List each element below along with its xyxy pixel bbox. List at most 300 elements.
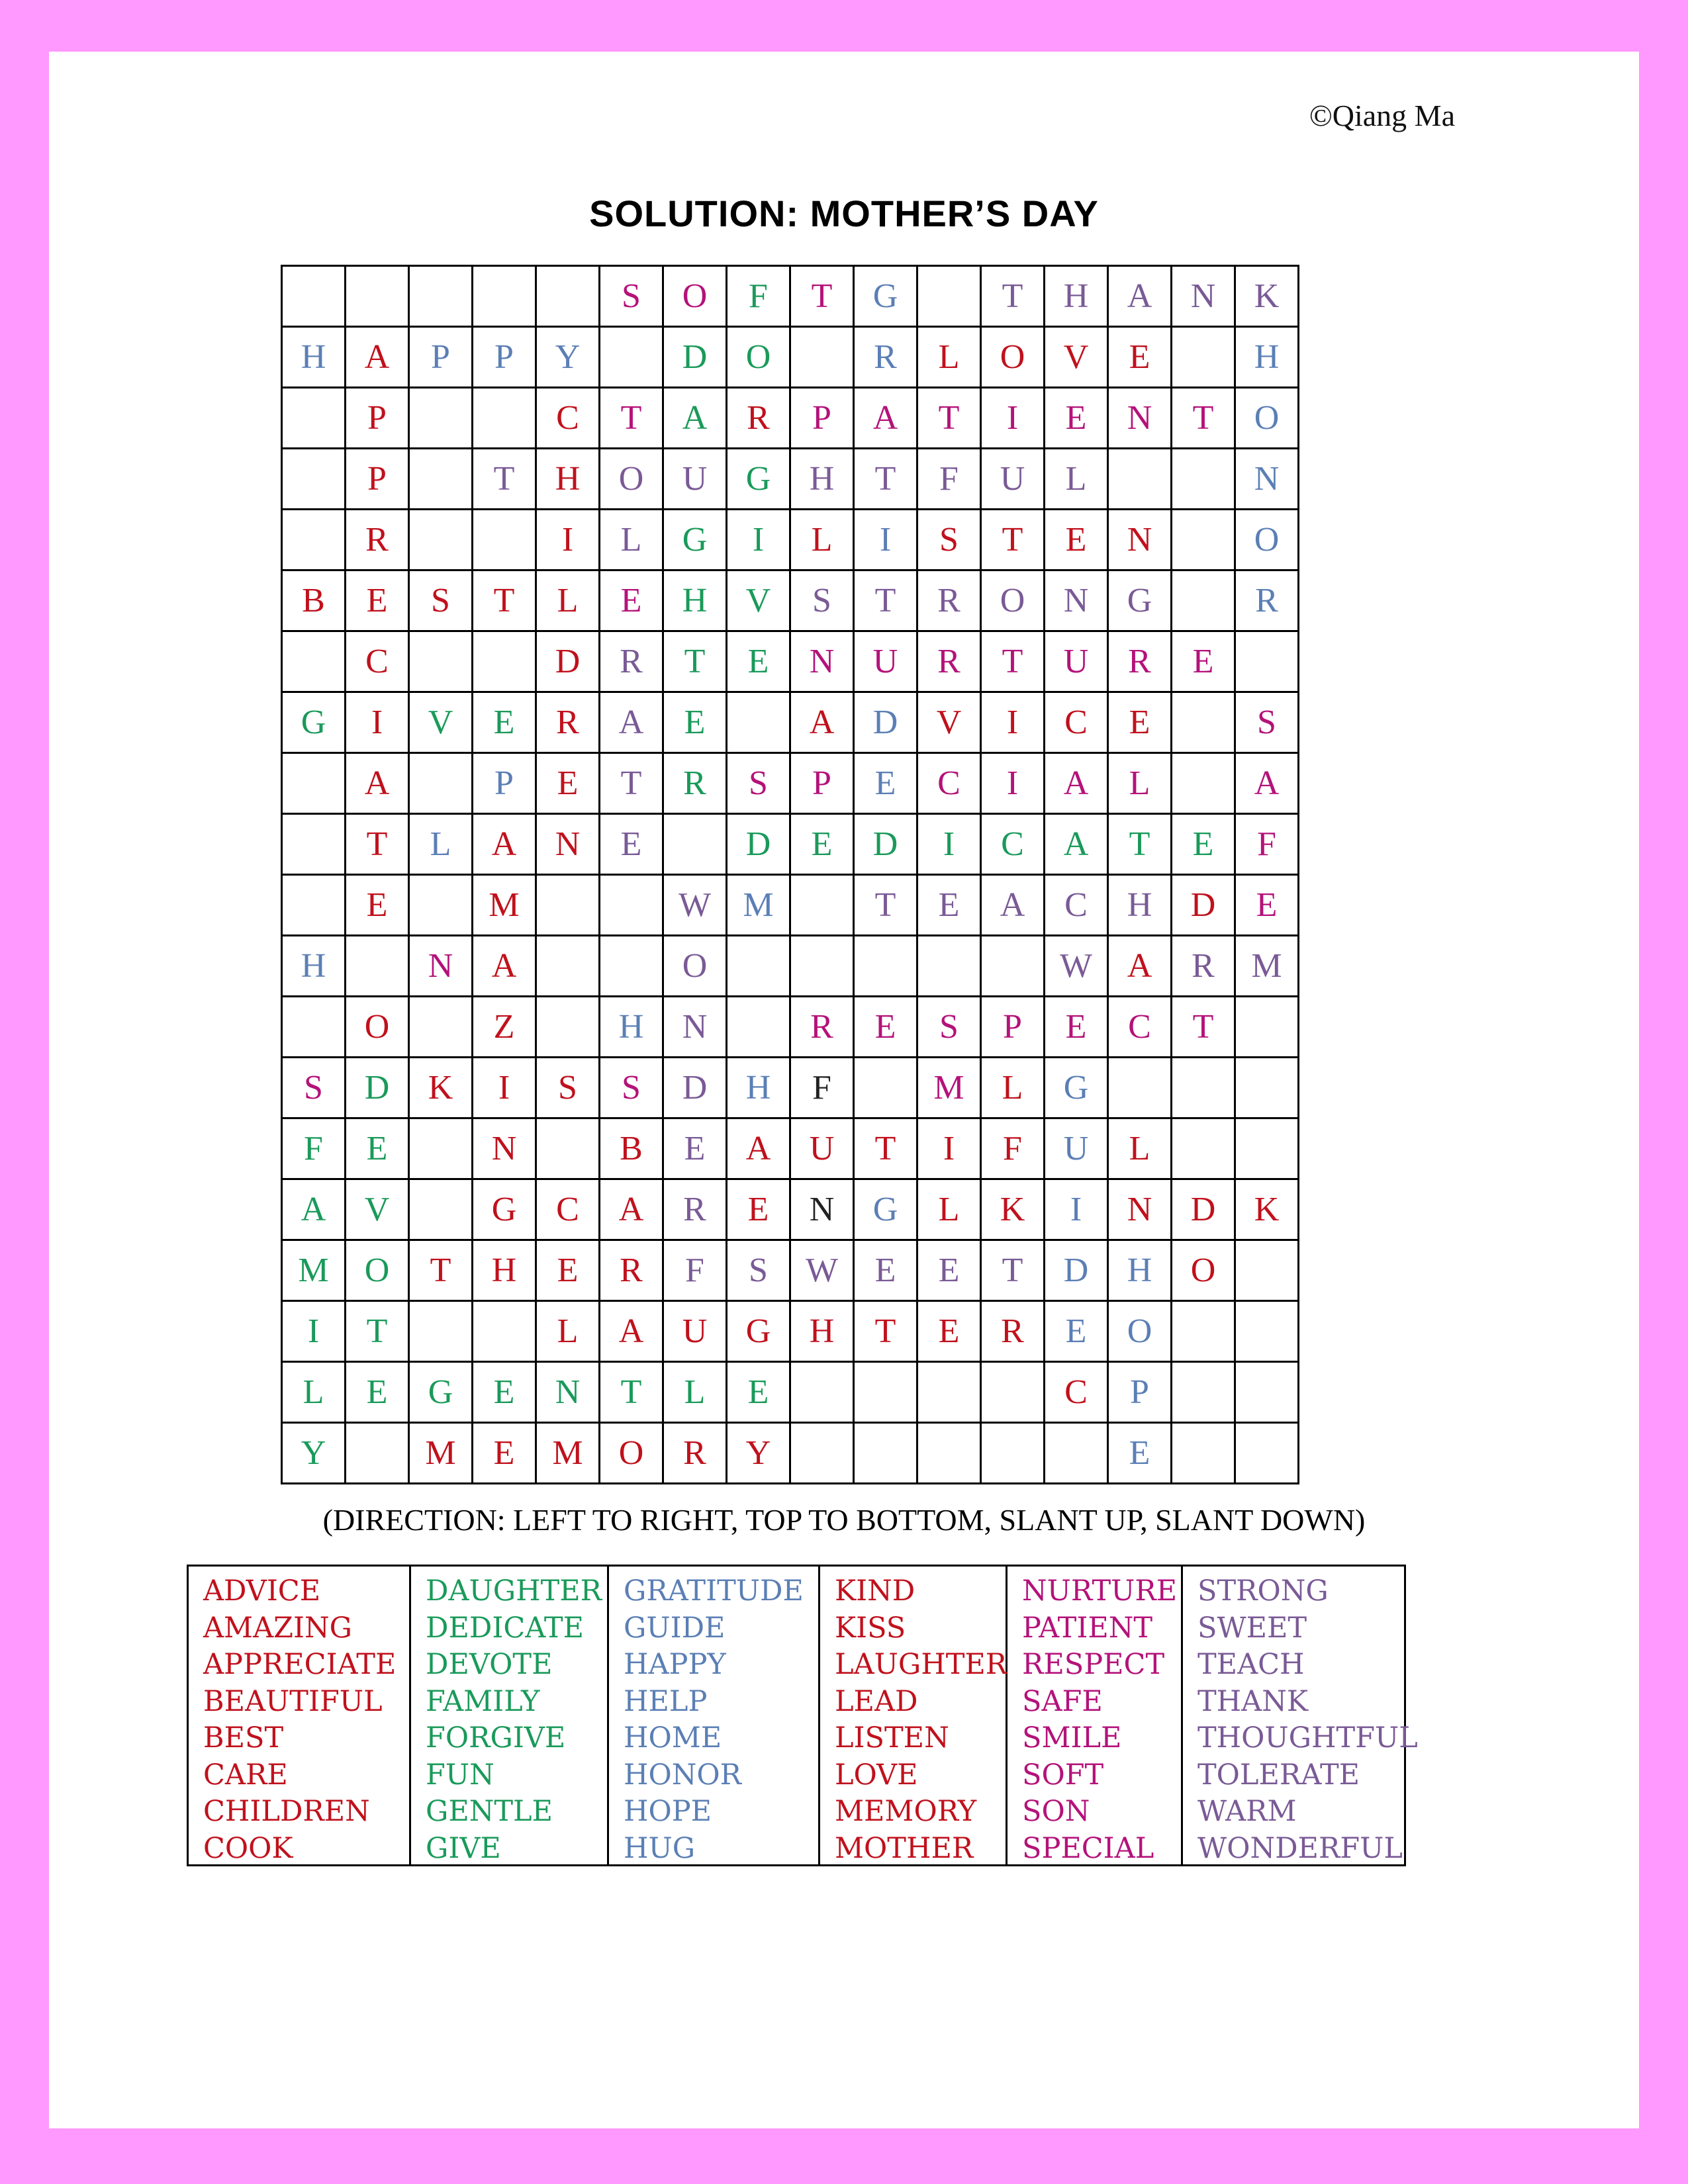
word-item: GIVE [426,1831,501,1865]
grid-cell: I [917,814,981,875]
word-item: RESPECT [1022,1648,1165,1681]
grid-cell: I [854,510,917,570]
grid-cell [600,327,663,388]
grid-cell: E [473,692,536,753]
grid-cell: O [663,266,727,327]
grid-cell: L [790,510,854,570]
grid-cell [1235,997,1299,1058]
grid-cell: S [917,997,981,1058]
grid-cell: E [536,753,600,814]
grid-cell: Y [727,1423,790,1484]
grid-cell: Y [536,327,600,388]
grid-cell: E [1045,510,1108,570]
grid-cell: E [473,1423,536,1484]
word-item: COOK [203,1831,293,1865]
grid-cell: H [1235,327,1299,388]
grid-cell: S [790,570,854,631]
grid-cell: T [473,570,536,631]
grid-cell [790,327,854,388]
word-item: KIND [835,1574,915,1608]
grid-cell [536,936,600,997]
grid-cell [600,936,663,997]
grid-cell: E [854,753,917,814]
word-item: DEDICATE [426,1611,584,1645]
grid-cell: E [1235,875,1299,936]
grid-cell [1172,753,1235,814]
word-item: APPRECIATE [203,1648,397,1681]
grid-cell: P [1108,1362,1172,1423]
grid-cell: T [854,1301,917,1362]
grid-cell: V [1045,327,1108,388]
word-column [189,1567,411,1864]
grid-cell: P [790,753,854,814]
grid-cell: P [346,388,409,449]
grid-cell: U [663,1301,727,1362]
grid-cell [1108,449,1172,510]
grid-cell: R [600,631,663,692]
word-search-grid [281,265,1299,1484]
word-item: SON [1022,1795,1090,1828]
grid-cell: T [790,266,854,327]
grid-cell: F [282,1118,346,1179]
grid-cell [346,1423,409,1484]
grid-cell: G [409,1362,473,1423]
grid-cell [1172,510,1235,570]
grid-cell: D [346,1058,409,1118]
grid-cell: R [346,510,409,570]
grid-cell: R [663,1423,727,1484]
grid-cell: C [1045,692,1108,753]
word-item: PATIENT [1022,1611,1153,1645]
grid-cell: N [536,814,600,875]
grid-cell [1235,631,1299,692]
grid-cell [409,1301,473,1362]
grid-cell [282,814,346,875]
grid-cell [790,875,854,936]
grid-row [282,266,1299,327]
grid-cell [536,1118,600,1179]
word-column [820,1567,1008,1864]
grid-cell: E [854,997,917,1058]
grid-cell [727,997,790,1058]
grid-cell: V [917,692,981,753]
word-item: STRONG [1197,1574,1329,1608]
grid-row [282,1362,1299,1423]
grid-cell: T [854,875,917,936]
grid-cell: A [1045,814,1108,875]
grid-cell: S [727,1240,790,1301]
grid-cell: D [663,327,727,388]
grid-cell: V [727,570,790,631]
grid-cell: I [473,1058,536,1118]
grid-cell: C [536,388,600,449]
word-item: HOME [624,1721,722,1754]
grid-cell [536,266,600,327]
word-item: FUN [426,1758,494,1792]
grid-cell: Z [473,997,536,1058]
grid-cell: A [346,753,409,814]
grid-cell [790,936,854,997]
grid-cell [282,875,346,936]
grid-cell: L [409,814,473,875]
word-item: NURTURE [1022,1574,1178,1608]
grid-cell: A [346,327,409,388]
grid-cell [409,510,473,570]
grid-cell: W [790,1240,854,1301]
grid-cell: H [790,1301,854,1362]
grid-cell: T [981,1240,1045,1301]
grid-cell [1235,1240,1299,1301]
grid-cell: O [600,1423,663,1484]
grid-cell: T [346,814,409,875]
word-item: GRATITUDE [624,1574,804,1608]
grid-cell: E [1108,327,1172,388]
word-item: CARE [203,1758,288,1792]
grid-cell: R [790,997,854,1058]
grid-cell: U [1045,631,1108,692]
grid-cell: A [790,692,854,753]
grid-cell: T [854,1118,917,1179]
grid-cell [1172,1423,1235,1484]
grid-cell: A [1045,753,1108,814]
grid-cell: H [536,449,600,510]
grid-cell: M [409,1423,473,1484]
grid-cell: E [727,1362,790,1423]
grid-cell: T [1108,814,1172,875]
grid-cell [917,936,981,997]
grid-cell [790,1423,854,1484]
grid-cell: T [600,1362,663,1423]
grid-cell [727,692,790,753]
grid-cell: E [1045,388,1108,449]
grid-cell [282,388,346,449]
grid-cell [346,936,409,997]
grid-cell: V [346,1179,409,1240]
grid-cell [1172,1362,1235,1423]
word-item: FAMILY [426,1684,540,1718]
grid-cell: R [1108,631,1172,692]
grid-cell: N [473,1118,536,1179]
grid-cell: S [536,1058,600,1118]
grid-cell: E [346,1362,409,1423]
grid-cell: H [1108,875,1172,936]
grid-cell: W [663,875,727,936]
grid-cell: I [536,510,600,570]
grid-cell: T [1172,997,1235,1058]
grid-cell: G [854,1179,917,1240]
grid-cell: K [1235,266,1299,327]
grid-cell [917,1423,981,1484]
grid-cell: H [600,997,663,1058]
word-column [1008,1567,1183,1864]
grid-cell: E [1108,692,1172,753]
grid-cell: D [1045,1240,1108,1301]
word-column [411,1567,609,1864]
grid-cell: E [346,875,409,936]
grid-cell: L [981,1058,1045,1118]
word-item: HUG [624,1831,696,1865]
word-item: LISTEN [835,1721,949,1754]
grid-row [282,753,1299,814]
grid-cell: I [917,1118,981,1179]
grid-cell: E [917,875,981,936]
grid-cell: K [981,1179,1045,1240]
grid-cell: A [854,388,917,449]
word-item: TEACH [1197,1648,1305,1681]
grid-cell: A [282,1179,346,1240]
grid-cell: R [536,692,600,753]
grid-cell: P [790,388,854,449]
word-item: TOLERATE [1197,1758,1360,1792]
word-item: THANK [1197,1684,1308,1718]
grid-cell: T [1172,388,1235,449]
grid-cell: D [854,814,917,875]
grid-cell [1235,1423,1299,1484]
grid-cell: E [473,1362,536,1423]
word-item: LAUGHTER [835,1648,1008,1681]
grid-cell [409,875,473,936]
grid-cell [600,875,663,936]
grid-cell [282,753,346,814]
grid-cell: K [1235,1179,1299,1240]
grid-cell: H [1108,1240,1172,1301]
grid-cell: E [600,814,663,875]
grid-cell: T [981,631,1045,692]
grid-cell: T [346,1301,409,1362]
grid-cell: M [282,1240,346,1301]
grid-cell [409,449,473,510]
grid-row [282,1301,1299,1362]
grid-cell: N [1235,449,1299,510]
grid-cell [1172,449,1235,510]
grid-cell [1172,1301,1235,1362]
grid-row [282,997,1299,1058]
word-item: SMILE [1022,1721,1122,1754]
grid-row [282,388,1299,449]
grid-cell: H [663,570,727,631]
grid-cell [1235,1118,1299,1179]
grid-cell: U [663,449,727,510]
grid-cell [917,1362,981,1423]
word-item: HOPE [624,1795,712,1828]
grid-cell: E [917,1240,981,1301]
grid-cell: R [1172,936,1235,997]
grid-cell: G [663,510,727,570]
grid-cell: S [409,570,473,631]
grid-cell: E [346,1118,409,1179]
grid-cell: A [473,936,536,997]
grid-cell [282,449,346,510]
grid-cell: L [536,1301,600,1362]
grid-cell: R [727,388,790,449]
grid-cell: A [663,388,727,449]
grid-cell: F [1235,814,1299,875]
grid-cell [409,753,473,814]
grid-cell [854,1362,917,1423]
grid-cell: S [917,510,981,570]
grid-cell: H [790,449,854,510]
grid-cell: O [346,997,409,1058]
word-item: LOVE [835,1758,918,1792]
grid-cell: C [346,631,409,692]
grid-cell: T [981,510,1045,570]
grid-row [282,510,1299,570]
word-item: DEVOTE [426,1648,553,1681]
grid-cell: S [727,753,790,814]
grid-row [282,1179,1299,1240]
grid-cell: L [282,1362,346,1423]
grid-cell: O [981,570,1045,631]
grid-cell: R [600,1240,663,1301]
grid-cell [1235,1362,1299,1423]
grid-cell [1108,1058,1172,1118]
grid-cell: A [473,814,536,875]
word-item: THOUGHTFUL [1197,1721,1418,1754]
grid-cell: H [1045,266,1108,327]
word-item: DAUGHTER [426,1574,602,1608]
grid-cell: C [1045,875,1108,936]
grid-cell [854,1423,917,1484]
grid-cell: H [473,1240,536,1301]
word-item: HAPPY [624,1648,726,1681]
grid-cell [346,266,409,327]
grid-cell: T [663,631,727,692]
grid-cell [282,266,346,327]
grid-cell: E [663,1118,727,1179]
grid-cell: I [282,1301,346,1362]
grid-cell [854,1058,917,1118]
grid-cell: U [981,449,1045,510]
grid-cell: L [917,1179,981,1240]
grid-cell: E [727,631,790,692]
grid-row [282,327,1299,388]
grid-cell: D [727,814,790,875]
grid-cell: O [1108,1301,1172,1362]
grid-cell [1172,327,1235,388]
grid-cell: R [981,1301,1045,1362]
grid-cell [409,388,473,449]
word-item: SPECIAL [1022,1831,1154,1865]
grid-cell: A [600,692,663,753]
grid-cell [1172,1058,1235,1118]
grid-cell: P [346,449,409,510]
grid-cell [409,997,473,1058]
grid-cell: M [536,1423,600,1484]
word-item: WARM [1197,1795,1297,1828]
grid-cell: M [917,1058,981,1118]
grid-cell: R [663,1179,727,1240]
grid-cell: K [409,1058,473,1118]
grid-cell: I [727,510,790,570]
grid-cell: F [917,449,981,510]
word-column [1183,1567,1418,1865]
grid-cell: A [727,1118,790,1179]
grid-cell: U [790,1118,854,1179]
grid-cell: G [1045,1058,1108,1118]
grid-cell: O [1172,1240,1235,1301]
direction-note: (DIRECTION: LEFT TO RIGHT, TOP TO BOTTOM, SLANT UP, SLANT DOWN) [322,1503,1366,1537]
word-item: HONOR [624,1758,742,1792]
grid-cell [1235,1058,1299,1118]
grid-cell: N [663,997,727,1058]
grid-cell: S [1235,692,1299,753]
grid-cell: F [790,1058,854,1118]
grid-cell [409,1118,473,1179]
word-item: BEAUTIFUL [203,1684,383,1718]
grid-cell: O [663,936,727,997]
grid-cell: E [1172,631,1235,692]
grid-row [282,1118,1299,1179]
grid-cell: L [536,570,600,631]
grid-cell: U [1045,1118,1108,1179]
word-item: AMAZING [203,1611,352,1645]
word-item: MEMORY [835,1795,977,1828]
grid-cell: F [663,1240,727,1301]
grid-cell: E [917,1301,981,1362]
grid-cell: A [1108,936,1172,997]
grid-cell: I [981,753,1045,814]
grid-cell [473,388,536,449]
grid-cell: R [917,631,981,692]
word-list-table [187,1565,1418,1866]
grid-row [282,1058,1299,1118]
grid-cell [282,631,346,692]
word-item: CHILDREN [203,1795,370,1828]
grid-cell: O [1235,510,1299,570]
grid-cell: M [473,875,536,936]
grid-cell: L [1108,753,1172,814]
grid-cell [409,266,473,327]
word-item: KISS [835,1611,906,1645]
word-item: ADVICE [203,1574,321,1608]
grid-cell: T [473,449,536,510]
grid-cell: L [600,510,663,570]
grid-cell: N [1108,1179,1172,1240]
grid-cell [536,997,600,1058]
copyright-text: ©Qiang Ma [1309,99,1455,132]
grid-cell: F [981,1118,1045,1179]
grid-cell: D [663,1058,727,1118]
grid-cell: G [473,1179,536,1240]
grid-cell: R [663,753,727,814]
grid-cell: C [536,1179,600,1240]
grid-cell: B [282,570,346,631]
grid-cell: A [600,1179,663,1240]
word-item: GUIDE [624,1611,726,1645]
grid-cell [981,1362,1045,1423]
grid-cell: E [1172,814,1235,875]
grid-cell [1045,1423,1108,1484]
grid-cell: T [917,388,981,449]
grid-cell: L [663,1362,727,1423]
grid-cell: E [790,814,854,875]
grid-cell: E [854,1240,917,1301]
grid-row [282,449,1299,510]
grid-cell: L [1045,449,1108,510]
grid-cell: O [727,327,790,388]
grid-row [282,692,1299,753]
grid-cell [663,814,727,875]
grid-cell: T [854,449,917,510]
grid-cell: C [917,753,981,814]
grid-cell: I [981,692,1045,753]
grid-cell: P [473,327,536,388]
grid-cell: N [536,1362,600,1423]
word-item: HELP [624,1684,708,1718]
grid-cell: D [1172,875,1235,936]
word-item: FORGIVE [426,1721,566,1754]
grid-cell: D [536,631,600,692]
